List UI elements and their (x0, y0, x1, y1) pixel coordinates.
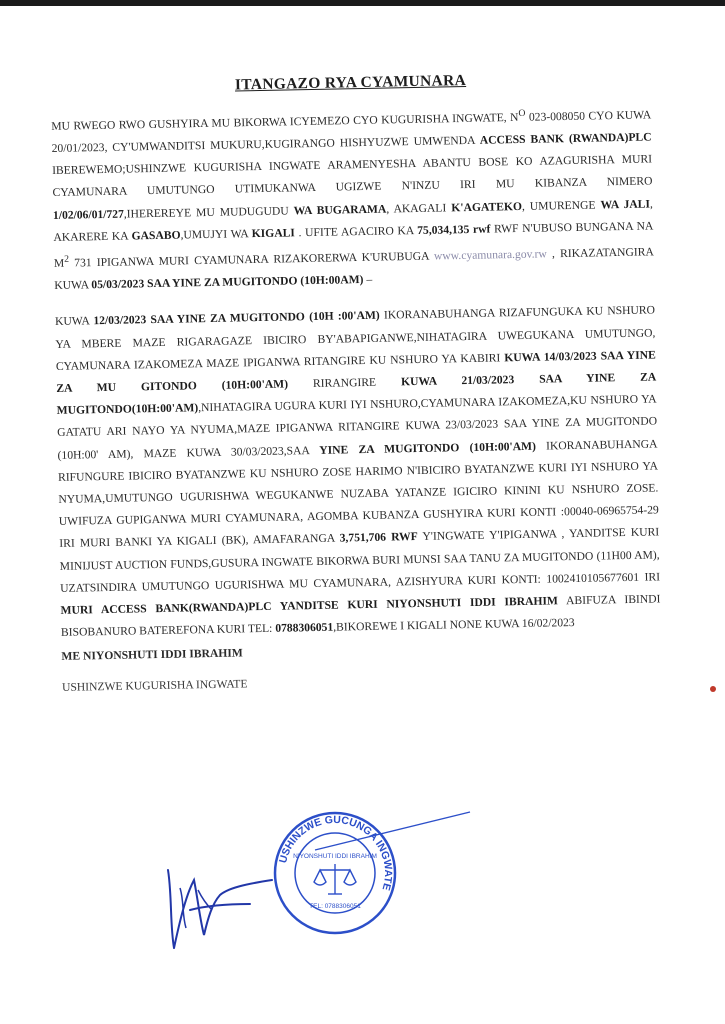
auction-website-link[interactable]: www.cyamunara.gov.rw (433, 247, 547, 263)
paragraph-announcement: MU RWEGO RWO GUSHYIRA MU BIKORWA ICYEMEZO CYO KUGURISHA INGWATE, $N^O$ 023-008050 CYO KUWA 20/01/2023, CY'UMWANDITSI MUKURU,KUGIRANGO HISHYUZWE UMWENDA ACCESS BANK (RWANDA)PLC IBEREWEMO;USHINZWE KUGURISHA INGWATE ARAMENYESHA ABANTU BOSE KO AZAGURISHA MURI CYAMUNARA UMUTUNGO UTIMUKANWA UGIZWE N'INZU IRI MU KIBANZA NIMERO 1/02/06/01/727,IHEREREYE MU MUDUGUDU WA BUGARAMA, AKAGALI K'AGATEKO, UMURENGE WA JALI, AKARERE KA GASABO,UMUJYI WA KIGALI . UFITE AGACIRO KA 75,034,135 rwf RWF N'UBUSO BUNGANA NA $M^2$ 731 IPIGANWA MURI CYAMUNARA RIZAKORERWA K'URUBUGA www.cyamunara.gov.rw , RIKAZATANGIRA KUWA 05/03/2023 SAA YINE ZA MUGITONDO (10H:00AM) – (51, 107, 654, 293)
official-stamp (270, 808, 400, 938)
scan-top-edge (0, 0, 725, 6)
paragraph-schedule: KUWA 12/03/2023 SAA YINE ZA MUGITONDO (10H :00'AM) IKORANABUHANGA RIZAFUNGUKA KU NSHURO YA MBERE MAZE RIGARAGAZE IBICIRO BY'ABAPIGANWE,NIHATAGIRA UWEGUKANA UMUTUNGO, CYAMUNARA IZAKOMEZA MAZE IPIGANWA RITANGIRE KU NSHURO YA KABIRI KUWA 14/03/2023 SAA YINE ZA MU GITONDO (10H:00'AM) RIRANGIRE KUWA 21/03/2023 SAA YINE ZA MUGITONDO(10H:00'AM),NIHATAGIRA UGURA KURI IYI NSHURO,CYAMUNARA IZAKOMEZA,KU NSHURO YA GATATU ARI NAYO YA NYUMA,MAZE IPIGANWA RITANGIRE KUWA 23/03/2023 SAA YINE ZA MUGITONDO (10H:00' AM), MAZE KUWA 30/03/2023,SAA YINE ZA MUGITONDO (10H:00'AM) IKORANABUHANGA RIFUNGURE IBICIRO BYATANZWE KU NSHURO ZOSE HARIMO N'IBICIRO BYATANZWE KURI IYI NSHURO YA NYUMA,UMUTUNGO UGURISHWA WEGUKANWE NUZABA YATANZE IGICIRO KININI KU NSHURO ZOSE. UWIFUZA GUPIGANWA MURI CYAMUNARA, AGOMBA KUBANZA GUSHYIRA KURI KONTI :00040-06965754-29 IRI MURI BANKI YA KIGALI (BK), AMAFARANGA 3,751,706 RWF Y'INGWATE Y'IPIGANWA , YANDITSE KURI MINIJUST AUCTION FUNDS,GUSURA INGWATE BIKORWA BURI MUNSI SAA TANU ZA MUGITONDO (11H00 AM), UZATSINDIRA UMUTUNGO UGURISHWA MU CYAMUNARA, AZISHYURA KURI KONTI: 1002410105677601 IRI MURI ACCESS BANK(RWANDA)PLC YANDITSE KURI NIYONSHUTI IDDI IBRAHIM ABIFUZA IBINDI BISOBANURO BATEREFONA KURI TEL: 0788306051,BIKOREWE I KIGALI NONE KUWA 16/02/2023 (54, 303, 661, 640)
signatory-role: USHINZWE KUGURISHA INGWATE (61, 677, 248, 695)
stamp-tel: TEL: 0788306051 (309, 903, 361, 910)
signatory-name: ME NIYONSHUTI IDDI IBRAHIM (61, 646, 243, 664)
stamp-ring-text: USHINZWE GUCUNGA INGWATE (277, 813, 395, 892)
document-body (50, 48, 662, 694)
handwritten-signature (150, 840, 280, 955)
scan-mark-dot (710, 686, 716, 692)
scales-of-justice-icon (314, 864, 356, 894)
document-title: ITANGAZO RYA CYAMUNARA (234, 72, 467, 94)
stamp-center-name: NIYONSHUTI IDDI IBRAHIM (293, 853, 377, 860)
